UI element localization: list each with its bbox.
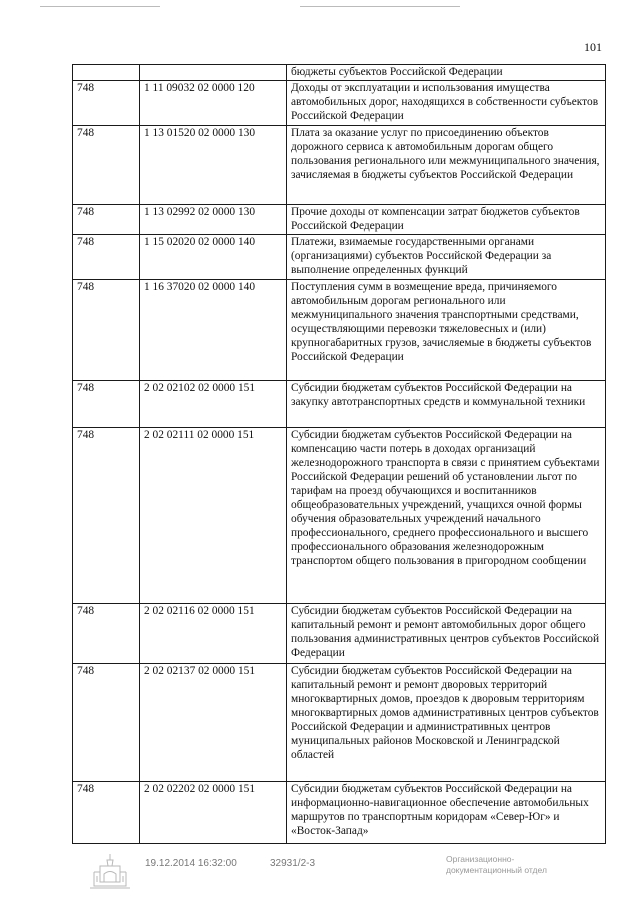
description-cell: Субсидии бюджетам субъектов Российской Федерации на компенсацию части потерь в доходах организаций железнодорожного транспорта в связи с принятием субъектами Российской Федерации решений об установлении льгот по тарифам на проезд обучающихся и воспитанников общеобразовательных учреждений, учащихся очной формы обучения образовательных учреждений начального профессионального, среднего профессионального и высшего профессионального образования железнодорожным транспортом общего пользования в пригородном сообщении — [287, 428, 606, 604]
department-line: Организационно- — [446, 854, 515, 864]
admin-code-cell: 748 — [73, 280, 140, 381]
description-cell: Субсидии бюджетам субъектов Российской Федерации на капитальный ремонт и ремонт автомобильных дорог общего пользования административных центров субъектов Российской Федерации — [287, 604, 606, 664]
department-label — [446, 854, 547, 876]
budget-code-cell: 1 13 01520 02 0000 130 — [140, 126, 287, 205]
table-row — [73, 782, 606, 844]
admin-code-cell: 748 — [73, 81, 140, 126]
description-cell: Прочие доходы от компенсации затрат бюджетов субъектов Российской Федерации — [287, 205, 606, 235]
admin-code-cell: 748 — [73, 782, 140, 844]
table-row — [73, 664, 606, 782]
description-cell: Субсидии бюджетам субъектов Российской Федерации на капитальный ремонт и ремонт дворовых территорий многоквартирных домов, проездов к дворовым территориям многоквартирных домов административных центров субъектов Российской Федерации и административных центров муниципальных районов Московской и Ленинградской областей — [287, 664, 606, 782]
admin-code-cell — [73, 65, 140, 81]
description-cell: Субсидии бюджетам субъектов Российской Федерации на информационно-навигационное обеспечение автомобильных маршрутов по транспортным коридорам «Север-Юг» и «Восток-Запад» — [287, 782, 606, 844]
budget-code-cell: 2 02 02102 02 0000 151 — [140, 381, 287, 428]
budget-code-cell — [140, 65, 287, 81]
budget-code-cell: 2 02 02137 02 0000 151 — [140, 664, 287, 782]
description-cell: Плата за оказание услуг по присоединению объектов дорожного сервиса к автомобильным дорогам общего пользования регионального или межмуниципального значения, зачисляемая в бюджеты субъектов Российской Федерации — [287, 126, 606, 205]
budget-codes-table — [72, 64, 606, 844]
description-cell: бюджеты субъектов Российской Федерации — [287, 65, 606, 81]
admin-code-cell: 748 — [73, 381, 140, 428]
table-row — [73, 428, 606, 604]
table-row — [73, 280, 606, 381]
top-edge-mark — [300, 6, 460, 7]
budget-code-cell: 1 15 02020 02 0000 140 — [140, 235, 287, 280]
table-row — [73, 126, 606, 205]
budget-code-cell: 1 16 37020 02 0000 140 — [140, 280, 287, 381]
admin-code-cell: 748 — [73, 664, 140, 782]
table-row — [73, 205, 606, 235]
admin-code-cell: 748 — [73, 604, 140, 664]
table-row — [73, 65, 606, 81]
admin-code-cell: 748 — [73, 205, 140, 235]
kremlin-emblem-icon — [88, 852, 132, 890]
table-row — [73, 81, 606, 126]
description-cell: Поступления сумм в возмещение вреда, причиняемого автомобильным дорогам регионального или межмуниципального значения транспортными средствами, осуществляющими перевозки тяжеловесных и (или) крупногабаритных грузов, зачисляемые в бюджеты субъектов Российской Федерации — [287, 280, 606, 381]
admin-code-cell: 748 — [73, 428, 140, 604]
budget-code-cell: 1 11 09032 02 0000 120 — [140, 81, 287, 126]
print-datetime: 19.12.2014 16:32:00 — [145, 858, 237, 869]
page-number: 101 — [584, 40, 602, 54]
description-cell: Платежи, взимаемые государственными органами (организациями) субъектов Российской Федерации за выполнение определенных функций — [287, 235, 606, 280]
budget-code-cell: 2 02 02202 02 0000 151 — [140, 782, 287, 844]
table-row — [73, 235, 606, 280]
budget-code-cell: 2 02 02116 02 0000 151 — [140, 604, 287, 664]
description-cell: Доходы от эксплуатации и использования имущества автомобильных дорог, находящихся в собственности субъектов Российской Федерации — [287, 81, 606, 126]
document-footer — [0, 852, 640, 892]
document-number: 32931/2-3 — [270, 858, 316, 869]
top-edge-mark — [40, 6, 160, 7]
budget-code-cell: 1 13 02992 02 0000 130 — [140, 205, 287, 235]
admin-code-cell: 748 — [73, 126, 140, 205]
department-line: документационный отдел — [446, 865, 547, 875]
description-cell: Субсидии бюджетам субъектов Российской Федерации на закупку автотранспортных средств и коммунальной техники — [287, 381, 606, 428]
table-row — [73, 381, 606, 428]
admin-code-cell: 748 — [73, 235, 140, 280]
table-row — [73, 604, 606, 664]
budget-code-cell: 2 02 02111 02 0000 151 — [140, 428, 287, 604]
